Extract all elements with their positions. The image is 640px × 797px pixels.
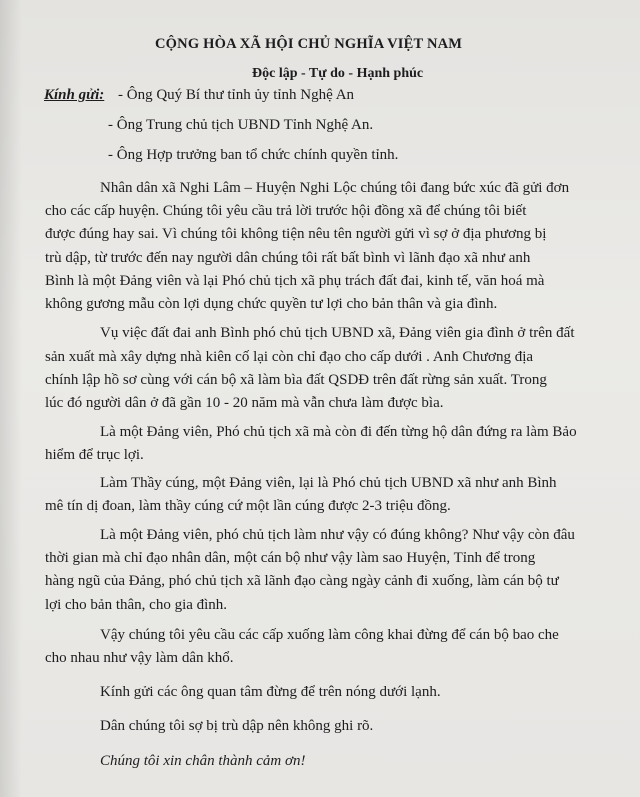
body-line: Làm Thầy cúng, một Đảng viên, lại là Phó chủ tịch UBND xã như anh Bình — [100, 475, 557, 491]
body-line: hiểm để trục lợi. — [45, 447, 144, 463]
body-line: Là một Đảng viên, phó chủ tịch làm như vậy có đúng không? Như vậy còn đâu — [100, 527, 575, 543]
salutation-label: Kính gửi: — [44, 87, 105, 103]
body-line: Nhân dân xã Nghi Lâm – Huyện Nghi Lộc chúng tôi đang bức xúc đã gửi đơn — [100, 180, 570, 196]
page-edge-shadow — [0, 0, 22, 797]
addressee-line: - Ông Trung chủ tịch UBND Tỉnh Nghệ An. — [108, 117, 374, 133]
addressee-line: - Ông Quý Bí thư tỉnh ủy tỉnh Nghệ An — [118, 87, 355, 103]
body-line: lợi cho bản thân, cho gia đình. — [45, 597, 228, 613]
body-line: được đúng hay sai. Vì chúng tôi không tiện nêu tên người gửi vì sợ ở địa phương bị — [45, 226, 547, 242]
body-line: hàng ngũ của Đảng, phó chủ tịch xã lãnh đạo càng ngày cảnh đi xuống, làm cán bộ tư — [45, 573, 559, 589]
body-line: Vậy chúng tôi yêu cầu các cấp xuống làm công khai đừng để cán bộ bao che — [100, 627, 559, 643]
body-line: Là một Đảng viên, Phó chủ tịch xã mà còn đi đến từng hộ dân đứng ra làm Bảo — [100, 424, 577, 440]
body-line: trù dập, từ trước đến nay người dân chúng tôi rất bất bình vì lãnh đạo xã như anh — [45, 250, 531, 266]
body-line: Dân chúng tôi sợ bị trù dập nên không ghi rõ. — [100, 718, 374, 734]
body-line: cho nhau như vậy làm dân khổ. — [45, 650, 234, 666]
national-title: CỘNG HÒA XÃ HỘI CHỦ NGHĨA VIỆT NAM — [155, 36, 463, 52]
body-line: sản xuất mà xây dựng nhà kiên cố lại còn chỉ đạo cho cấp dưới . Anh Chương địa — [45, 349, 534, 365]
body-line: thời gian mà chỉ đạo nhân dân, một cán bộ như vậy làm sao Huyện, Tỉnh để trong — [45, 550, 536, 566]
addressee-line: - Ông Hợp trưởng ban tổ chức chính quyền tỉnh. — [108, 147, 399, 163]
body-line: không gương mẫu còn lợi dụng chức quyền tư lợi cho bản thân và gia đình. — [45, 296, 498, 312]
body-line: mê tín dị đoan, làm thầy cúng cứ một lần cúng được 2-3 triệu đồng. — [45, 498, 451, 514]
body-line: Bình là một Đảng viên và lại Phó chủ tịch xã phụ trách đất đai, kinh tế, văn hoá mà — [45, 273, 545, 289]
body-line: Kính gửi các ông quan tâm đừng để trên nóng dưới lạnh. — [100, 684, 441, 700]
body-line: Vụ việc đất đai anh Bình phó chủ tịch UBND xã, Đảng viên gia đình ở trên đất — [100, 325, 575, 341]
motto: Độc lập - Tự do - Hạnh phúc — [252, 66, 424, 81]
body-line: lúc đó người dân ở đã gần 10 - 20 năm mà vẫn chưa làm được bìa. — [45, 395, 444, 411]
body-line: chính lập hồ sơ cùng với cán bộ xã làm bìa đất QSDĐ trên đất rừng sản xuất. Trong — [45, 372, 547, 388]
closing-line: Chúng tôi xin chân thành cảm ơn! — [100, 753, 306, 769]
body-line: cho các cấp huyện. Chúng tôi yêu cầu trả lời trước hội đồng xã để chúng tôi biết — [45, 203, 527, 219]
